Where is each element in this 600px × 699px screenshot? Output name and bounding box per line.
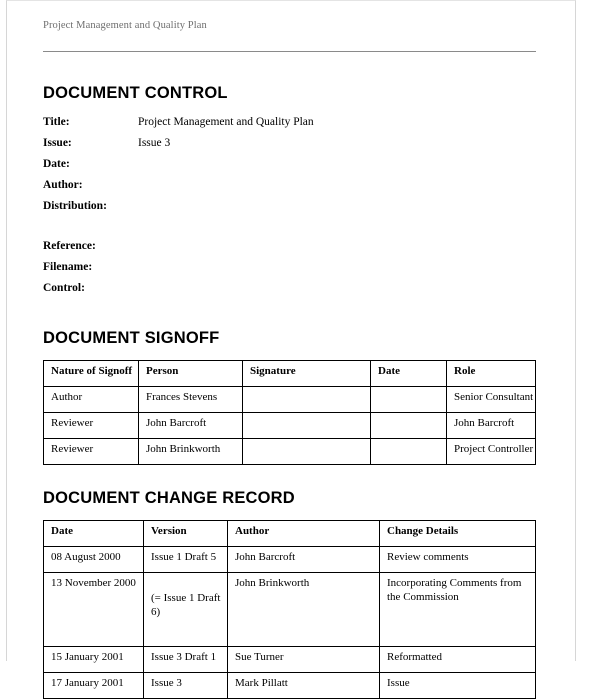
column-header-role: Role [447,361,536,387]
control-label-filename: Filename: [43,261,93,273]
cell-author: Sue Turner [228,647,380,673]
cell-person: John Brinkworth [139,439,243,465]
table-header-row [44,521,536,547]
table-row [44,413,536,439]
column-header-person: Person [139,361,243,387]
cell-role: John Barcroft [447,413,536,439]
table-row [44,573,536,647]
column-header-date: Date [371,361,447,387]
control-label-author: Author: [43,179,83,191]
document-signoff-table [43,360,536,465]
document-change-record-heading: DOCUMENT CHANGE RECORD [43,489,295,507]
column-header-nature-of-signoff: Nature of Signoff [44,361,139,387]
column-header-date: Date [44,521,144,547]
cell-date [371,439,447,465]
document-signoff-heading: DOCUMENT SIGNOFF [43,329,220,347]
cell-signature [243,387,371,413]
control-field-control [43,282,543,303]
control-field-filename [43,261,543,282]
document-page [6,0,576,689]
control-label-title: Title: [43,116,70,128]
cell-signature [243,439,371,465]
control-field-distribution [43,200,543,221]
column-header-change-details: Change Details [380,521,536,547]
control-field-reference [43,240,543,261]
control-field-title [43,116,543,137]
control-label-date: Date: [43,158,70,170]
table-row [44,547,536,573]
cell-change-details: Issue [380,673,536,699]
table-row [44,439,536,465]
cell-date: 15 January 2001 [44,647,144,673]
cell-date: 17 January 2001 [44,673,144,699]
column-header-author: Author [228,521,380,547]
cell-author: Mark Pillatt [228,673,380,699]
document-control-fields [43,116,543,303]
control-field-issue [43,137,543,158]
cell-change-details: Incorporating Comments from the Commission [380,573,536,647]
column-header-signature: Signature [243,361,371,387]
cell-change-details: Review comments [380,547,536,573]
cell-version: (= Issue 1 Draft 6) [144,573,228,647]
control-label-issue: Issue: [43,137,72,149]
cell-change-details: Reformatted [380,647,536,673]
cell-author: John Brinkworth [228,573,380,647]
cell-nature: Author [44,387,139,413]
control-label-distribution: Distribution: [43,200,107,212]
control-field-author [43,179,543,200]
cell-person: John Barcroft [139,413,243,439]
cell-date: 13 November 2000 [44,573,144,647]
control-value-issue: Issue 3 [138,137,171,149]
cell-version: Issue 3 [144,673,228,699]
table-row [44,647,536,673]
cell-role: Project Controller [447,439,536,465]
cell-signature [243,413,371,439]
cell-author: John Barcroft [228,547,380,573]
table-row [44,673,536,699]
cell-role: Senior Consultant [447,387,536,413]
cell-date: 08 August 2000 [44,547,144,573]
document-body [43,1,543,699]
control-field-date [43,158,543,179]
running-header-title: Project Management and Quality Plan [43,20,207,31]
control-label-reference: Reference: [43,240,96,252]
cell-nature: Reviewer [44,439,139,465]
cell-version: Issue 3 Draft 1 [144,647,228,673]
document-change-record-table [43,520,536,699]
control-label-control: Control: [43,282,85,294]
control-value-title: Project Management and Quality Plan [138,116,314,128]
cell-date [371,413,447,439]
cell-version: Issue 1 Draft 5 [144,547,228,573]
cell-person: Frances Stevens [139,387,243,413]
document-control-heading: DOCUMENT CONTROL [43,84,228,102]
cell-nature: Reviewer [44,413,139,439]
header-rule [43,51,536,52]
table-header-row [44,361,536,387]
cell-date [371,387,447,413]
table-row [44,387,536,413]
column-header-version: Version [144,521,228,547]
